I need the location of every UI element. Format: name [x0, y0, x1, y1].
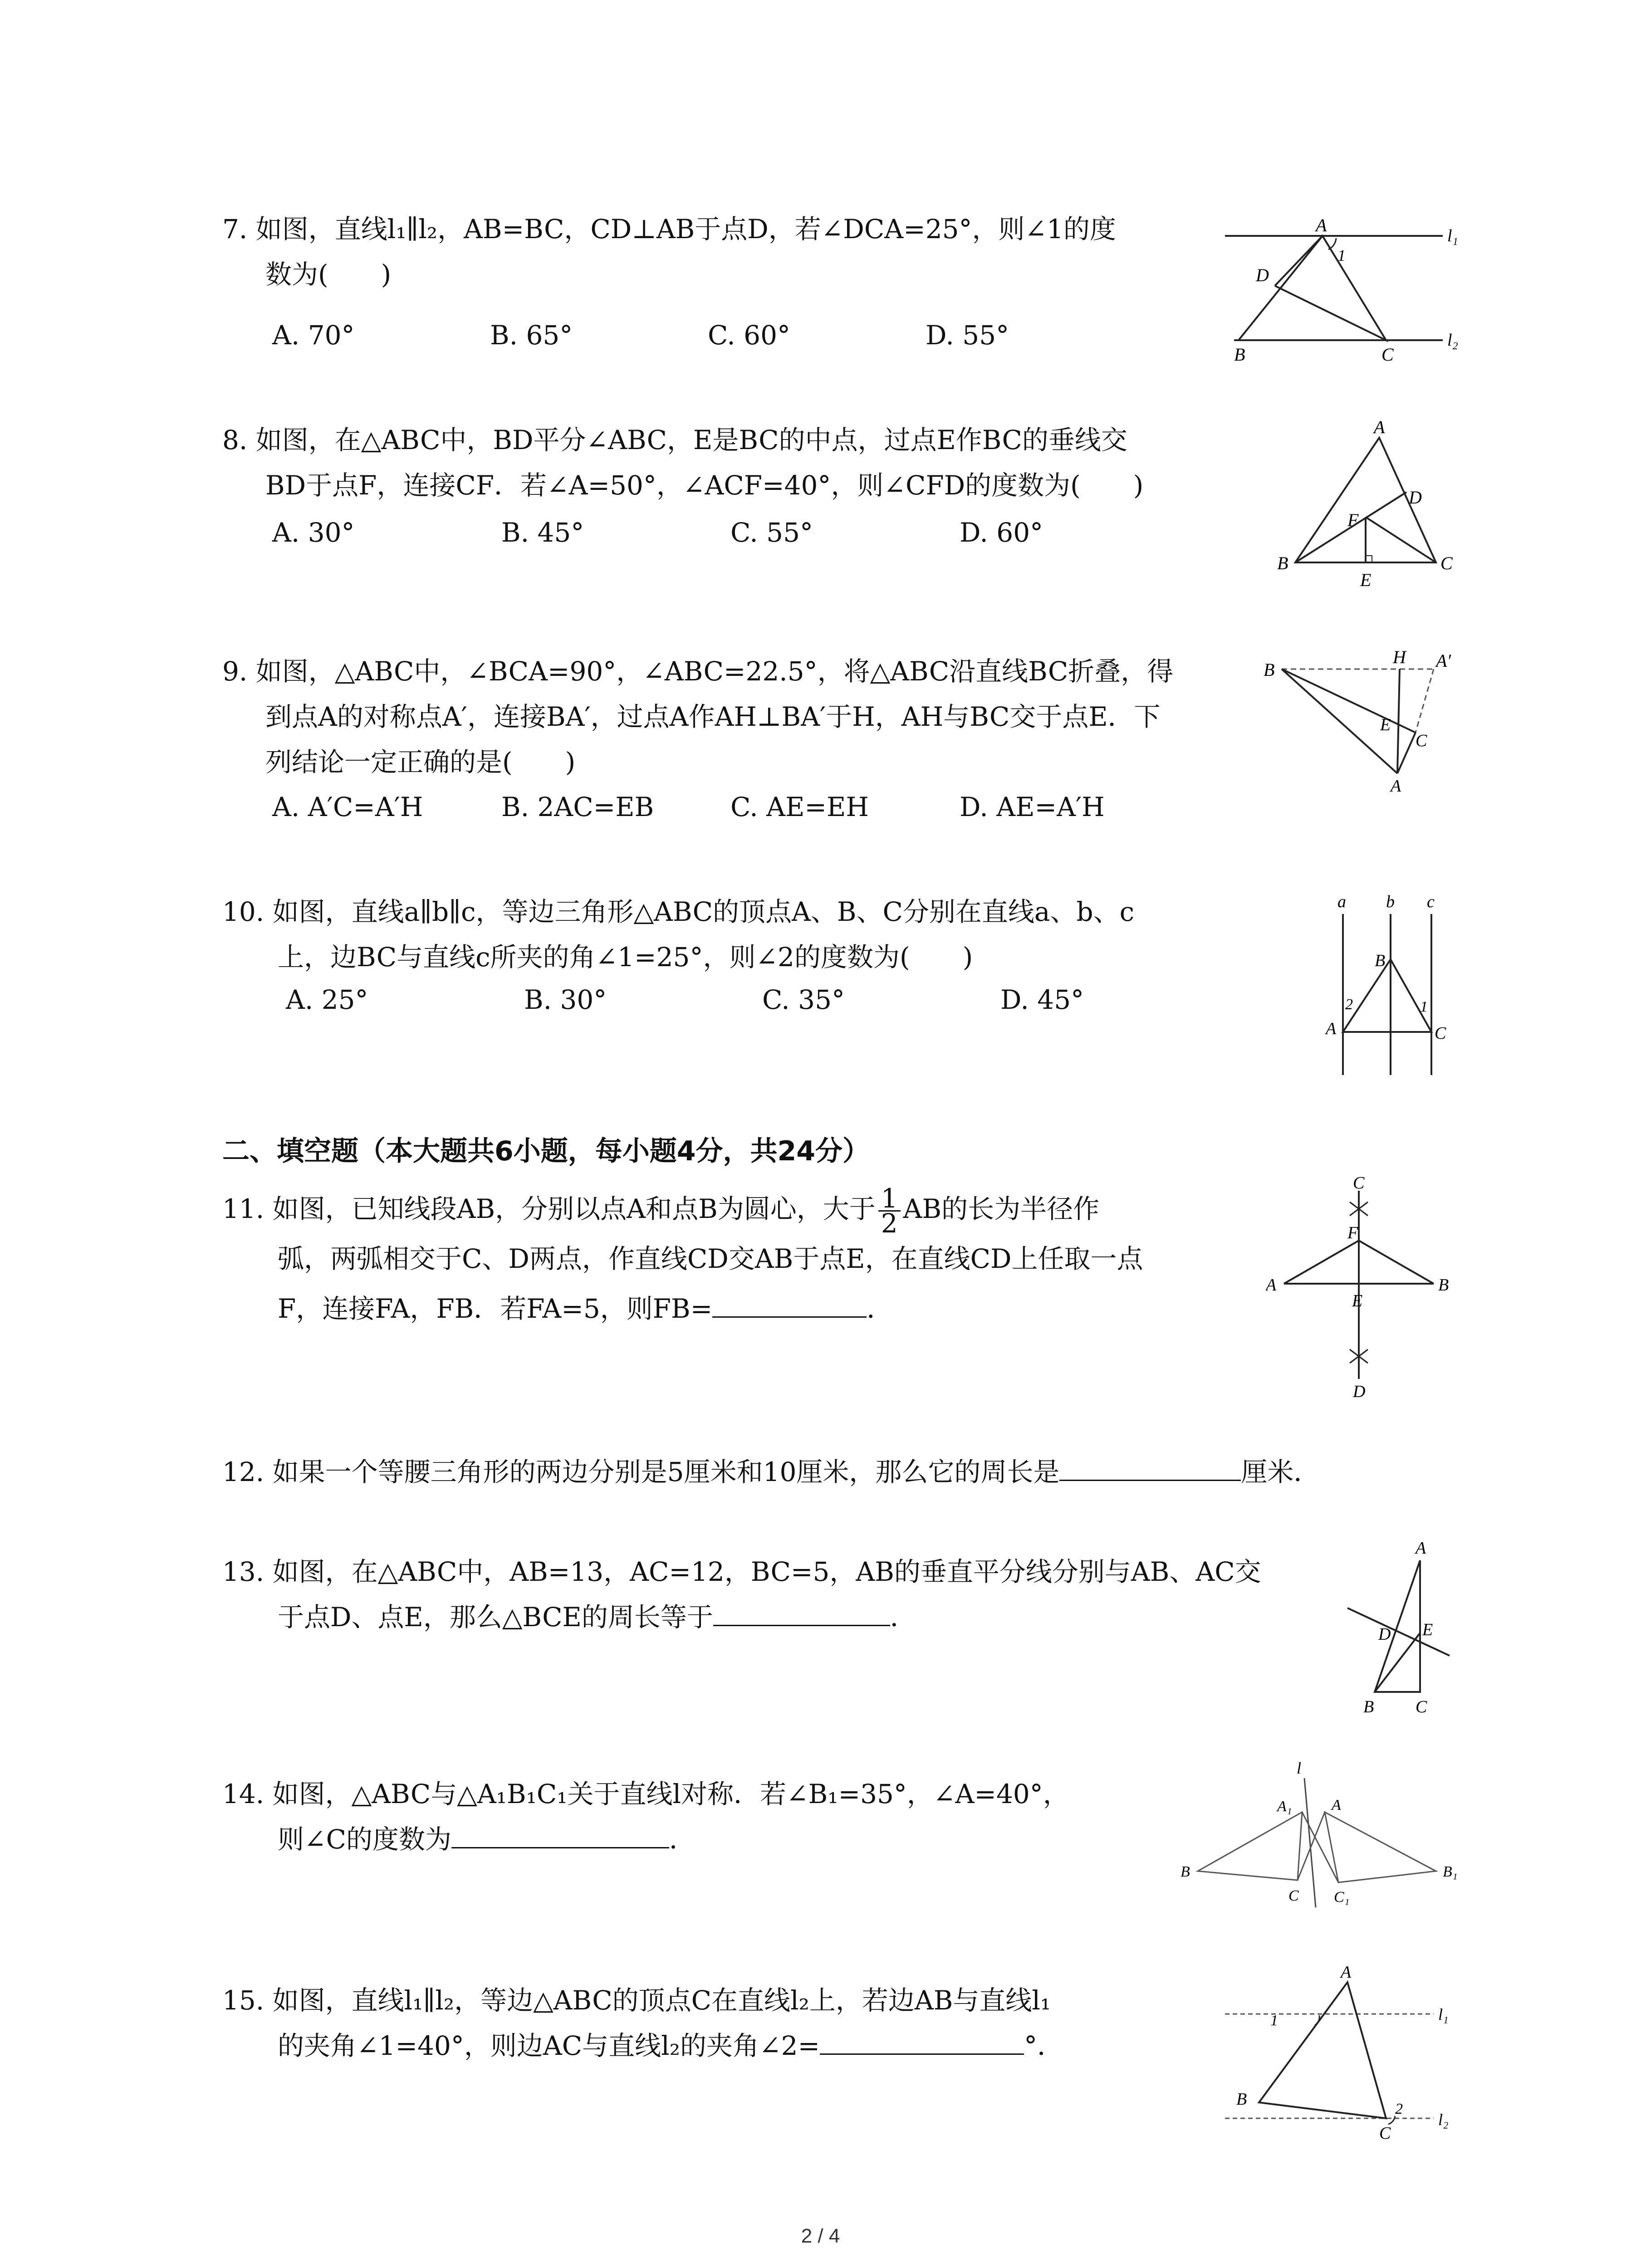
q10-label-a-line: a: [1337, 892, 1346, 911]
q8-line2: BD于点F，连接CF．若∠A=50°，∠ACF=40°，则∠CFD的度数为( ): [265, 470, 1144, 501]
question-8: [222, 417, 1143, 508]
question-13: [222, 1549, 1261, 1640]
q11-label-a: A: [1266, 1276, 1277, 1295]
q10-option-d[interactable]: D. 45°: [1000, 984, 1084, 1015]
q8-option-b[interactable]: B. 45°: [501, 517, 584, 548]
q8-label-e: E: [1360, 570, 1372, 590]
q7-label-c: C: [1381, 344, 1394, 365]
q13-figure: [1338, 1538, 1465, 1719]
q9-label-a-prime: A′: [1436, 650, 1451, 671]
q8-label-c: C: [1440, 553, 1453, 573]
q11-figure: [1266, 1170, 1456, 1397]
q13-label-c: C: [1416, 1697, 1427, 1716]
q8-label-b: B: [1277, 553, 1288, 573]
q13-answer-blank[interactable]: [713, 1597, 890, 1626]
q10-figure: [1316, 887, 1465, 1077]
q9-figure: [1261, 644, 1470, 794]
q8-option-a[interactable]: A. 30°: [272, 517, 355, 548]
q13-label-d: D: [1378, 1625, 1391, 1644]
q11-label-e: E: [1352, 1291, 1363, 1310]
q14-label-a1: A₁: [1277, 1798, 1292, 1815]
q11-line3-text: F，连接FA，FB．若FA=5，则FB=: [278, 1293, 713, 1324]
q14-label-b: B: [1181, 1863, 1190, 1880]
q14-line1: 14. 如图，△ABC与△A₁B₁C₁关于直线l对称．若∠B₁=35°，∠A=40°，: [222, 1779, 1069, 1809]
q7-option-b[interactable]: B. 65°: [490, 320, 573, 351]
q9-line2: 到点A的对称点A′，连接BA′，过点A作AH⊥BA′于H，AH与BC交于点E．下: [265, 701, 1161, 732]
q9-option-b[interactable]: B. 2AC=EB: [501, 792, 654, 822]
q11-frac-num: 1: [878, 1187, 901, 1212]
q13-label-b: B: [1363, 1697, 1374, 1716]
q7-label-a: A: [1316, 215, 1327, 235]
q14-label-c: C: [1288, 1887, 1299, 1904]
q15-label-b: B: [1236, 2090, 1247, 2109]
q9-label-a: A: [1391, 777, 1401, 794]
question-12: [222, 1449, 1320, 1495]
q7-option-c[interactable]: C. 60°: [708, 320, 790, 351]
q9-option-a[interactable]: A. A′C=A′H: [272, 792, 423, 822]
q7-line2: 数为( ): [265, 259, 392, 290]
q11-label-b: B: [1438, 1276, 1449, 1295]
question-14: [222, 1771, 1069, 1862]
q14-label-c1: C₁: [1334, 1889, 1350, 1906]
q14-line2: [222, 1817, 1069, 1862]
q11-label-f: F: [1347, 1223, 1358, 1242]
q9-line1: 9. 如图，△ABC中，∠BCA=90°，∠ABC=22.5°，将△ABC沿直线BC折叠，得: [222, 656, 1174, 687]
q8-label-d: D: [1409, 487, 1422, 508]
question-15: [222, 1978, 1063, 2068]
q11-fraction: [878, 1183, 901, 1239]
q10-option-b[interactable]: B. 30°: [524, 984, 607, 1015]
q10-label-c-line: c: [1427, 892, 1435, 911]
q11-answer-blank[interactable]: [712, 1288, 867, 1318]
q11-post: AB的长为半径作: [903, 1193, 1100, 1224]
q15-label-a: A: [1341, 1963, 1352, 1982]
q7-line1: 7. 如图，直线l₁∥l₂，AB=BC，CD⊥AB于点D，若∠DCA=25°，则∠1的度: [222, 214, 1117, 244]
q13-label-e: E: [1422, 1620, 1433, 1639]
page-number: 2 / 4: [801, 2225, 840, 2247]
q14-line2-text: 则∠C的度数为: [278, 1824, 451, 1855]
q10-label-2: 2: [1345, 996, 1353, 1013]
q7-option-a[interactable]: A. 70°: [272, 320, 355, 351]
q13-label-a: A: [1416, 1539, 1426, 1558]
q10-label-b-line: b: [1386, 892, 1395, 911]
q8-label-a: A: [1374, 417, 1385, 437]
q9-label-e: E: [1380, 715, 1391, 734]
q13-line1: 13. 如图，在△ABC中，AB=13，AC=12，BC=5，AB的垂直平分线分别与AB、AC交: [222, 1556, 1261, 1587]
q10-line1: 10. 如图，直线a∥b∥c，等边三角形△ABC的顶点A、B、C分别在直线a、b、c: [222, 896, 1135, 927]
q8-option-d[interactable]: D. 60°: [960, 517, 1043, 548]
q11-frac-den: 2: [881, 1208, 898, 1239]
q14-line2-end: ．: [669, 1824, 696, 1855]
q7-label-l2: l₂: [1447, 331, 1458, 350]
q10-label-a: A: [1326, 1019, 1337, 1038]
q14-answer-blank[interactable]: [451, 1819, 669, 1848]
q10-option-a[interactable]: A. 25°: [286, 984, 368, 1015]
q9-line3: 列结论一定正确的是( ): [265, 747, 576, 777]
q14-figure: [1175, 1758, 1465, 1912]
q8-figure: [1270, 417, 1465, 590]
q10-label-b: B: [1375, 951, 1386, 970]
q15-line2-end: °．: [1024, 2030, 1064, 2061]
q11-line2: 弧，两弧相交于C、D两点，作直线CD交AB于点E，在直线CD上任取一点: [278, 1243, 1143, 1274]
q10-line2: 上，边BC与直线c所夹的角∠1=25°，则∠2的度数为( ): [278, 942, 973, 973]
q15-label-1: 1: [1270, 2012, 1278, 2029]
q8-line1: 8. 如图，在△ABC中，BD平分∠ABC，E是BC的中点，过点E作BC的垂线交: [222, 425, 1127, 455]
q11-label-c: C: [1353, 1173, 1365, 1193]
q7-label-1: 1: [1337, 246, 1346, 264]
q10-label-c: C: [1435, 1024, 1446, 1043]
q8-label-f: F: [1347, 510, 1359, 530]
q15-label-2: 2: [1395, 2101, 1403, 2117]
q15-line1: 15. 如图，直线l₁∥l₂，等边△ABC的顶点C在直线l₂上，若边AB与直线l₁: [222, 1985, 1051, 2016]
q13-line2: [222, 1594, 1261, 1640]
question-9: [222, 649, 1173, 785]
q9-label-h: H: [1393, 647, 1406, 667]
q13-line2-text: 于点D、点E，那么△BCE的周长等于: [278, 1602, 713, 1633]
question-10: [222, 889, 1134, 980]
q7-label-l1: l₁: [1447, 226, 1458, 245]
q14-label-a: A: [1332, 1797, 1341, 1813]
q9-option-c[interactable]: C. AE=EH: [730, 792, 869, 822]
q11-line1: [222, 1183, 1143, 1239]
q11-line3: [222, 1284, 1143, 1334]
section-2-title: 二、填空题（本大题共6小题，每小题4分，共24分）: [222, 1135, 870, 1167]
q14-label-b1: B₁: [1443, 1863, 1458, 1880]
q11-line3-end: ．: [867, 1293, 893, 1324]
q8-option-c[interactable]: C. 55°: [730, 517, 813, 548]
q9-label-c: C: [1416, 731, 1427, 750]
q15-line2-text: 的夹角∠1=40°，则边AC与直线l₂的夹角∠2=: [278, 2030, 820, 2061]
q7-label-b: B: [1234, 344, 1245, 365]
q10-option-c[interactable]: C. 35°: [762, 984, 845, 1015]
q11-label-d: D: [1353, 1382, 1366, 1397]
q7-figure: [1225, 213, 1479, 367]
q11-pre: 11. 如图，已知线段AB，分别以点A和点B为圆心，大于: [222, 1193, 876, 1224]
question-7: [222, 206, 1116, 297]
q13-line2-end: ．: [890, 1602, 916, 1633]
q15-label-c: C: [1379, 2124, 1391, 2143]
q15-answer-blank[interactable]: [820, 2025, 1024, 2055]
q12-text: 12. 如果一个等腰三角形的两边分别是5厘米和10厘米，那么它的周长是: [222, 1457, 1060, 1487]
q15-figure: [1216, 1962, 1470, 2157]
q14-label-l: l: [1297, 1759, 1302, 1777]
q9-label-b: B: [1264, 660, 1275, 680]
q15-line2: [222, 2023, 1063, 2068]
q15-label-l2: l₂: [1438, 2111, 1449, 2129]
q12-answer-blank[interactable]: [1059, 1452, 1241, 1481]
q15-label-l1: l₁: [1438, 2005, 1449, 2024]
q7-option-d[interactable]: D. 55°: [926, 320, 1009, 351]
q10-label-1: 1: [1420, 998, 1428, 1015]
q7-label-d: D: [1256, 265, 1269, 285]
q12-unit: 厘米．: [1241, 1457, 1320, 1487]
question-11: [222, 1184, 1143, 1334]
q9-option-d[interactable]: D. AE=A′H: [960, 792, 1105, 822]
